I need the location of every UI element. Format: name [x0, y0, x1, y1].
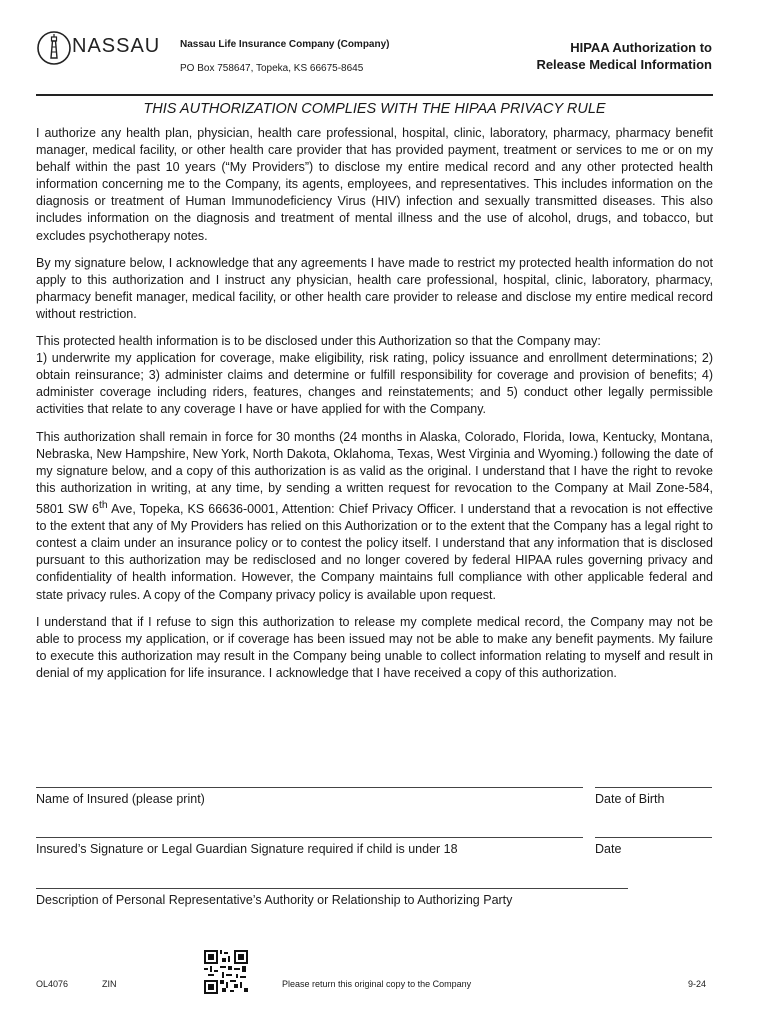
- paragraph-acknowledgment: By my signature below, I acknowledge that any agreements I have made to restrict my protected health information do not apply to this authorization and I instruct any physician, health care professional, hospital, clinic, laboratory, pharmacy, pharmacy benefit manager, medical facility, or other health care provider to release and disclose my entire medical record without restriction.: [36, 255, 713, 321]
- name-of-insured-label: Name of Insured (please print): [36, 792, 205, 806]
- signature-date-field[interactable]: [595, 837, 712, 838]
- paragraph-duration: [36, 429, 713, 604]
- duration-text-b: Ave, Topeka, KS 66636-0001, Attention: Chief Privacy Officer. I understand that a revocation is not effective to the extent that any of My Providers has relied on this Authorization or to the extent that the Company has a legal right to contest a claim under an insurance policy or to contest the policy itself. I understand that any information that is disclosed pursuant to this authorization may be redisclosed and no longer covered by federal HIPAA rules governing privacy and confidentiality of health information. However, the Company maintains full compliance with other applicable federal and state privacy rules. A copy of the Company privacy policy is available upon request.: [36, 502, 713, 602]
- company-address: PO Box 758647, Topeka, KS 66675-8645: [180, 63, 364, 74]
- form-version: 9-24: [688, 979, 707, 989]
- return-note: Please return this original copy to the Company: [282, 979, 472, 989]
- date-of-birth-label: Date of Birth: [595, 792, 665, 806]
- form-number: OL4076: [36, 979, 69, 989]
- paragraph-scope: I authorize any health plan, physician, health care professional, hospital, clinic, laboratory, pharmacy, pharmacy benefit manager, medical facility, or other health care provider that has provided payment, treatment or services to me or on my behalf within the past 10 years (“My Providers”) to disclose my entire medical record and any other protected health information concerning me to the Company, its agents, employees, and representatives. This includes information on the diagnosis or treatment of Human Immunodeficiency Virus (HIV) infection and sexually transmitted diseases. This also includes information on the diagnosis and treatment of mental illness and the use of alcohol, drugs, and tobacco, but excludes psychotherapy notes.: [36, 126, 713, 243]
- purposes-list: 1) underwrite my application for coverage, make eligibility, risk rating, policy issuance and enrollment determinations; 2) obtain reinsurance; 3) administer claims and determine or fulfill responsibility for coverage and provision of benefits; 4) administer coverage including riders, features, changes and reinstatements; and 5) conduct other legally permissible activities that relate to any coverage I have or have applied for with the Company.: [36, 351, 713, 417]
- form-title-line2: Release Medical Information: [536, 57, 712, 72]
- signature-date-label: Date: [595, 842, 622, 856]
- logo-wordmark: NASSAU: [72, 35, 161, 57]
- representative-authority-field[interactable]: [36, 888, 628, 889]
- insured-signature-field[interactable]: [36, 837, 583, 838]
- zin-label: ZIN: [102, 979, 117, 989]
- lighthouse-icon: [36, 30, 72, 66]
- insured-signature-label: Insured’s Signature or Legal Guardian Signature required if child is under 18: [36, 842, 458, 856]
- qr-code-icon: [204, 950, 248, 994]
- paragraph-purposes: [36, 333, 713, 418]
- form-title-line1: HIPAA Authorization to: [570, 40, 712, 55]
- company-name: Nassau Life Insurance Company (Company): [180, 39, 390, 50]
- representative-authority-label: Description of Personal Representative’s Authority or Relationship to Authorizing Party: [36, 893, 513, 907]
- date-of-birth-field[interactable]: [595, 787, 712, 788]
- paragraph-refusal: I understand that if I refuse to sign this authorization to release my complete medical record, the Company may not be able to process my application, or if coverage has been issued may not be able to make any benefit payments. My failure to execute this authorization may result in the Company being unable to collect information relating to myself and result in denial of my application for life insurance. I acknowledge that I have received a copy of this authorization.: [36, 614, 713, 680]
- authorization-body: [36, 125, 713, 692]
- purposes-intro: This protected health information is to be disclosed under this Authorization so that the Company may:: [36, 334, 601, 349]
- duration-text-a: This authorization shall remain in force for 30 months (24 months in Alaska, Colorado, Florida, Iowa, Kentucky, Montana, Nebraska, New Hampshire, New York, North Dakota, Oklahoma, Texas, West Virginia and Wyoming.) following the date of my signature below, and a copy of this authorization is as valid as the original. I understand that I have the right to revoke this authorization in writing, at any time, by sending a written request for revocation to the Company at Mail Zone-584, 5801 SW 6: [36, 429, 713, 517]
- form-title: [536, 39, 712, 73]
- compliance-title: THIS AUTHORIZATION COMPLIES WITH THE HIPAA PRIVACY RULE: [143, 101, 606, 117]
- header-divider: [36, 94, 713, 96]
- ordinal-suffix: th: [99, 499, 108, 511]
- name-of-insured-field[interactable]: [36, 787, 583, 788]
